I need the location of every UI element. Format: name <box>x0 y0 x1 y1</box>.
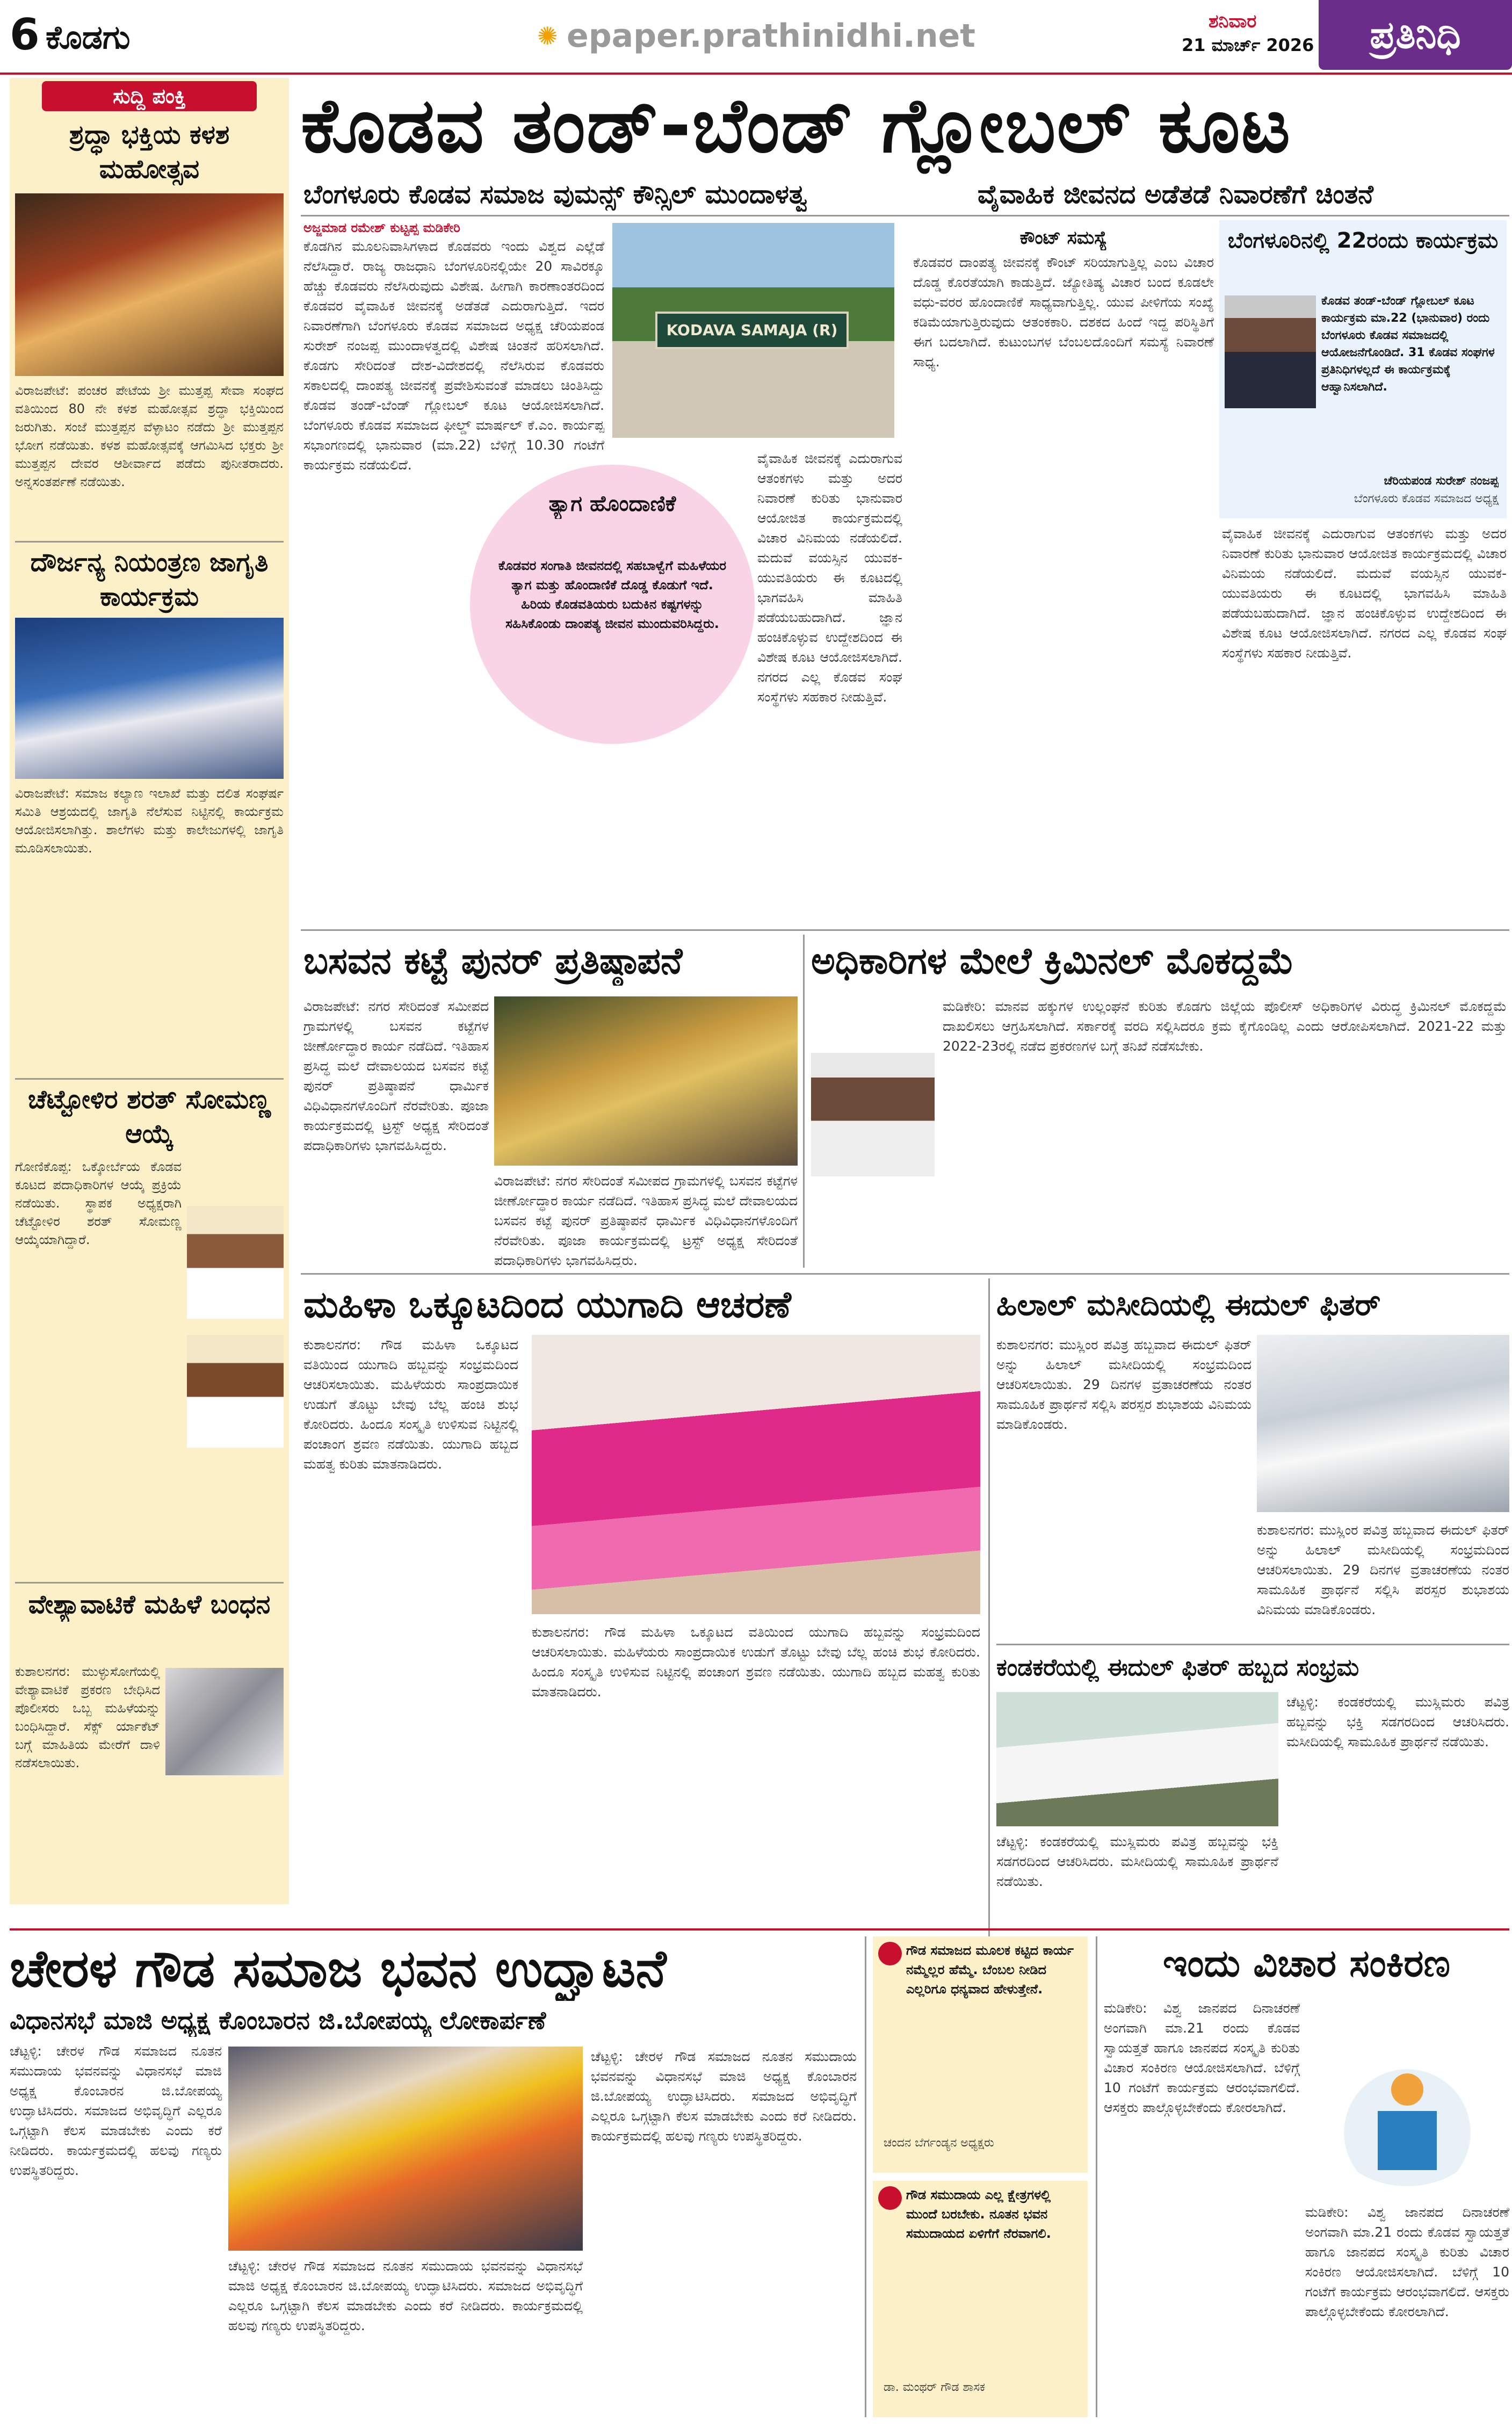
temple-festival-photo <box>15 193 284 376</box>
seminar-illustration <box>1305 2041 1509 2197</box>
quote-box-2 <box>873 2181 1088 2417</box>
section-name: ಕೊಡಗು <box>46 19 131 56</box>
criminal-text: ಮಡಿಕೇರಿ: ಮಾನವ ಹಕ್ಕುಗಳ ಉಲ್ಲಂಘನೆ ಕುರಿತು ಕೊಡಗು ಜಿಲ್ಲೆಯ ಪೊಲೀಸ್ ಅಧಿಕಾರಿಗಳ ವಿರುದ್ಧ ಕ್ರಿಮಿನಲ್ ಮೊಕದ್ದಮೆ ದಾಖಲಿಸಲು ಆಗ್ರಹಿಸಲಾಗಿದೆ. ಸರ್ಕಾರಕ್ಕೆ ವರದಿ ಸಲ್ಲಿಸಿದರೂ ಕ್ರಮ ಕೈಗೊಂಡಿಲ್ಲ ಎಂದು ಆರೋಪಿಸಲಾಗಿದೆ. 2021-22 ಮತ್ತು 2022-23ರಲ್ಲಿ ನಡೆದ ಪ್ರಕರಣಗಳ ಬಗ್ಗೆ ತನಿಖೆ ನಡೆಸಬೇಕು. <box>943 999 1507 1054</box>
page-number: 6 <box>10 11 40 59</box>
lead-col4-text: ವೈವಾಹಿಕ ಜೀವನಕ್ಕೆ ಎದುರಾಗುವ ಆತಂಕಗಳು ಮತ್ತು ಅದರ ನಿವಾರಣೆ ಕುರಿತು ಭಾನುವಾರ ಆಯೋಜಿತ ಕಾರ್ಯಕ್ರಮದಲ್ಲಿ ವಿಚಾರ ವಿನಿಮಯ ನಡೆಯಲಿದೆ. ಮದುವೆ ವಯಸ್ಸಿನ ಯುವಕ-ಯುವತಿಯರು ಈ ಕೂಟದಲ್ಲಿ ಭಾಗವಹಿಸಿ ಮಾಹಿತಿ ಪಡೆಯಬಹುದಾಗಿದೆ. ಜ್ಞಾನ ಹಂಚಿಕೊಳ್ಳುವ ಉದ್ದೇಶದಿಂದ ಈ ವಿಶೇಷ ಕೂಟ ಆಯೋಜಿಸಲಾಗಿದೆ. ನಗರದ ಎಲ್ಲ ಕೊಡವ ಸಂಘ ಸಂಸ್ಥೆಗಳು ಸಹಕಾರ ನೀಡುತ್ತಿವೆ. <box>1222 526 1507 661</box>
basavana-headline: ಬಸವನ ಕಟ್ಟೆ ಪುನರ್ ಪ್ರತಿಷ್ಠಾಪನೆ <box>303 940 683 982</box>
section-rule <box>996 1644 1509 1645</box>
divider <box>15 1582 284 1584</box>
byline: ಅಜ್ಜಮಾಡ ರಮೇಶ್ ಕುಟ್ಟಪ್ಪ ಮಡಿಕೇರಿ <box>303 220 460 235</box>
logo-text: ಪ್ರತಿನಿಧಿ <box>1370 13 1461 57</box>
kandakare-crowd-photo <box>996 1692 1278 1826</box>
kandakare-text: ಚೆಟ್ಟಳ್ಳಿ: ಕಂಡಕರೆಯಲ್ಲಿ ಮುಸ್ಲಿಮರು ಪವಿತ್ರ ಹಬ್ಬವನ್ನು ಭಕ್ತಿ ಸಡಗರದಿಂದ ಆಚರಿಸಿದರು. ಮಸೀದಿಯಲ್ಲಿ ಸಾಮೂಹಿಕ ಪ್ರಾರ್ಥನೆ ನಡೆಯಿತು. <box>996 1834 1278 1889</box>
event-box-credit: ಚೆರಿಯಪಂಡ ಸುರೇಶ್ ನಂಜಪ್ಪ <box>1384 474 1499 488</box>
basavana-text: ವಿರಾಜಪೇಟೆ: ನಗರ ಸೇರಿದಂತೆ ಸಮೀಪದ ಗ್ರಾಮಗಳಲ್ಲಿ ಬಸವನ ಕಟ್ಟೆಗಳ ಜೀರ್ಣೋದ್ಧಾರ ಕಾರ್ಯ ನಡೆದಿದೆ. ಇತಿಹಾಸ ಪ್ರಸಿದ್ಧ ಮಲೆ ದೇವಾಲಯದ ಬಸವನ ಕಟ್ಟೆ ಪುನರ್ ಪ್ರತಿಷ್ಠಾಪನೆ ಧಾರ್ಮಿಕ ವಿಧಿವಿಧಾನಗಳೊಂದಿಗೆ ನೆರವೇರಿತು. ಪೂಜಾ ಕಾರ್ಯಕ್ರಮದಲ್ಲಿ ಟ್ರಸ್ಟ್ ಅಧ್ಯಕ್ಷ ಸೇರಿದಂತೆ ಪದಾಧಿಕಾರಿಗಳು ಭಾಗವಹಿಸಿದ್ದರು. <box>303 999 489 1153</box>
sidebar-story4-text: ಕುಶಾಲನಗರ: ಮುಳ್ಳುಸೋಗೆಯಲ್ಲಿ ವೇಶ್ಯಾವಾಟಿಕೆ ಪ್ರಕರಣ ಬೇಧಿಸಿದ ಪೊಲೀಸರು ಒಬ್ಬ ಮಹಿಳೆಯನ್ನು ಬಂಧಿಸಿದ್ದಾರೆ. ಸೆಕ್ಸ್ ರ್ಯಾಕೆಟ್ ಬಗ್ಗೆ ಮಾಹಿತಿಯ ಮೇರೆಗೆ ದಾಳಿ ನಡೆಸಲಾಯಿತು. <box>15 1664 160 1770</box>
quote1-text: ಗೌಡ ಸಮಾಜದ ಮೂಲಕ ಕಟ್ಟಿದ ಕಾರ್ಯ ನಮ್ಮೆಲ್ಲರ ಹೆಮ್ಮೆ. ಬೆಂಬಲ ನೀಡಿದ ಎಲ್ಲರಿಗೂ ಧನ್ಯವಾದ ಹೇಳುತ್ತೇನೆ. <box>906 1943 1074 1997</box>
cherala-text-cont: ಚೆಟ್ಟಳ್ಳಿ: ಚೇರಳ ಗೌಡ ಸಮಾಜದ ನೂತನ ಸಮುದಾಯ ಭವನವನ್ನು ವಿಧಾನಸಭೆ ಮಾಜಿ ಅಧ್ಯಕ್ಷ ಕೊಂಬಾರನ ಜಿ.ಬೋಪಯ್ಯ ಉದ್ಘಾಟಿಸಿದರು. ಸಮಾಜದ ಅಭಿವೃದ್ಧಿಗೆ ಎಲ್ಲರೂ ಒಗ್ಗಟ್ಟಾಗಿ ಕೆಲಸ ಮಾಡಬೇಕು ಎಂದು ಕರೆ ನೀಡಿದರು. ಕಾರ್ಯಕ್ರಮದಲ್ಲಿ ಹಲವು ಗಣ್ಯರು ಉಪಸ್ಥಿತರಿದ್ದರು. <box>228 2258 583 2333</box>
callout-text: ಕೊಡವರ ಸಂಗಾತಿ ಜೀವನದಲ್ಲಿ ಸಹಬಾಳ್ವೆಗೆ ಮಹಿಳೆಯರ ತ್ಯಾಗ ಮತ್ತು ಹೊಂದಾಣಿಕೆ ದೊಡ್ಡ ಕೊಡುಗೆ ಇದೆ. ಹಿರಿಯ ಕೊಡವತಿಯರು ಬದುಕಿನ ಕಷ್ಟಗಳನ್ನು ಸಹಿಸಿಕೊಂಡು ದಾಂಪತ್ಯ ಜೀವನ ಮುಂದುವರಿಸಿದ್ದರು. <box>498 558 727 631</box>
portrait-photo <box>187 1335 284 1448</box>
kodava-samaja-gate-photo <box>612 223 894 438</box>
site-url: epaper.prathinidhi.net <box>567 17 975 55</box>
seminar-text: ಮಡಿಕೇರಿ: ವಿಶ್ವ ಜಾನಪದ ದಿನಾಚರಣೆ ಅಂಗವಾಗಿ ಮಾ.21 ರಂದು ಕೊಡವ ಸ್ವಾಯತ್ತತೆ ಹಾಗೂ ಜಾನಪದ ಸಂಸ್ಕೃತಿ ಕುರಿತು ವಿಚಾರ ಸಂಕಿರಣ ಆಯೋಜಿಸಲಾಗಿದೆ. ಬೆಳಿಗ್ಗೆ 10 ಗಂಟೆಗೆ ಕಾರ್ಯಕ್ರಮ ಆರಂಭವಾಗಲಿದೆ. ಆಸಕ್ತರು ಪಾಲ್ಗೊಳ್ಳಬೇಕೆಂದು ಕೋರಲಾಗಿದೆ. <box>1104 2000 1300 2115</box>
sidebar-story3-text: ಗೋಣಿಕೊಪ್ಪ: ಒಕ್ಕೋರ್ಬೆಯ ಕೊಡವ ಕೂಟದ ಪದಾಧಿಕಾರಿಗಳ ಆಯ್ಕೆ ಪ್ರಕ್ರಿಯೆ ನಡೆಯಿತು. ಸ್ಥಾಪಕ ಅಧ್ಯಕ್ಷರಾಗಿ ಚೆಟ್ಟೋಳಿರ ಶರತ್ ಸೋಮಣ್ಣ ಆಯ್ಕೆಯಾಗಿದ್ದಾರೆ. <box>15 1159 182 1247</box>
date: 21 ಮಾರ್ಚ್ 2026 <box>1182 35 1314 55</box>
lead-subhead-left: ಬೆಂಗಳೂರು ಕೊಡವ ಸಮಾಜ ವುಮನ್ಸ್ ಕೌನ್ಸಿಲ್ ಮುಂದಾಳತ್ವ <box>303 179 807 209</box>
sidebar-story1-title: ಶ್ರದ್ಧಾ ಭಕ್ತಿಯ ಕಳಶ ಮಹೋತ್ಸವ <box>69 120 230 184</box>
sidebar <box>10 78 289 1904</box>
sun-icon: ✺ <box>537 23 558 49</box>
criminal-headline: ಅಧಿಕಾರಿಗಳ ಮೇಲೆ ಕ್ರಿಮಿನಲ್ ಮೊಕದ್ದಮೆ <box>811 940 1294 982</box>
gate-sign-text: KODAVA SAMAJA (R) <box>666 321 838 339</box>
ugadi-text: ಕುಶಾಲನಗರ: ಗೌಡ ಮಹಿಳಾ ಒಕ್ಕೂಟದ ವತಿಯಿಂದ ಯುಗಾದಿ ಹಬ್ಬವನ್ನು ಸಂಭ್ರಮದಿಂದ ಆಚರಿಸಲಾಯಿತು. ಮಹಿಳೆಯರು ಸಾಂಪ್ರದಾಯಿಕ ಉಡುಗೆ ತೊಟ್ಟು ಬೇವು ಬೆಲ್ಲ ಹಂಚಿ ಶುಭ ಕೋರಿದರು. ಹಿಂದೂ ಸಂಸ್ಕೃತಿ ಉಳಿಸುವ ನಿಟ್ಟಿನಲ್ಲಿ ಪಂಚಾಂಗ ಶ್ರವಣ ನಡೆಯಿತು. ಯುಗಾದಿ ಹಬ್ಬದ ಮಹತ್ವ ಕುರಿತು ಮಾತನಾಡಿದರು. <box>303 1337 518 1472</box>
sidebar-header: ಸುದ್ದಿ ಪಂಕ್ತಿ <box>42 81 257 111</box>
quote-mark-icon <box>878 2186 902 2210</box>
eid-headline: ಹಿಲಾಲ್ ಮಸೀದಿಯಲ್ಲಿ ಈದುಲ್ ಫಿತರ್ <box>996 1288 1381 1322</box>
basavana-text-cont: ವಿರಾಜಪೇಟೆ: ನಗರ ಸೇರಿದಂತೆ ಸಮೀಪದ ಗ್ರಾಮಗಳಲ್ಲಿ ಬಸವನ ಕಟ್ಟೆಗಳ ಜೀರ್ಣೋದ್ಧಾರ ಕಾರ್ಯ ನಡೆದಿದೆ. ಇತಿಹಾಸ ಪ್ರಸಿದ್ಧ ಮಲೆ ದೇವಾಲಯದ ಬಸವನ ಕಟ್ಟೆ ಪುನರ್ ಪ್ರತಿಷ್ಠಾಪನೆ ಧಾರ್ಮಿಕ ವಿಧಿವಿಧಾನಗಳೊಂದಿಗೆ ನೆರವೇರಿತು. ಪೂಜಾ ಕಾರ್ಯಕ್ರಮದಲ್ಲಿ ಟ್ರಸ್ಟ್ ಅಧ್ಯಕ್ಷ ಸೇರಿದಂತೆ ಪದಾಧಿಕಾರಿಗಳು ಭಾಗವಹಿಸಿದ್ದರು. <box>494 1173 798 1268</box>
ugadi-text-cont: ಕುಶಾಲನಗರ: ಗೌಡ ಮಹಿಳಾ ಒಕ್ಕೂಟದ ವತಿಯಿಂದ ಯುಗಾದಿ ಹಬ್ಬವನ್ನು ಸಂಭ್ರಮದಿಂದ ಆಚರಿಸಲಾಯಿತು. ಮಹಿಳೆಯರು ಸಾಂಪ್ರದಾಯಿಕ ಉಡುಗೆ ತೊಟ್ಟು ಬೇವು ಬೆಲ್ಲ ಹಂಚಿ ಶುಭ ಕೋರಿದರು. ಹಿಂದೂ ಸಂಸ್ಕೃತಿ ಉಳಿಸುವ ನಿಟ್ಟಿನಲ್ಲಿ ಪಂಚಾಂಗ ಶ್ರವಣ ನಡೆಯಿತು. ಯುಗಾದಿ ಹಬ್ಬದ ಮಹತ್ವ ಕುರಿತು ಮಾತನಾಡಿದರು. <box>532 1624 980 1700</box>
womens-group-photo <box>532 1335 980 1614</box>
count-problem-title: ಕೌಂಟ್ ಸಮಸ್ಯೆ <box>1019 227 1108 249</box>
cherala-headline: ಚೇರಳ ಗೌಡ ಸಮಾಜ ಭವನ ಉದ್ಘಾಟನೆ <box>10 1939 667 1999</box>
quote-mark-icon <box>878 1942 902 1965</box>
kandakare-eid-headline: ಕಂಡಕರೆಯಲ್ಲಿ ಈದುಲ್ ಫಿತರ್ ಹಬ್ಬದ ಸಂಭ್ರಮ <box>996 1654 1359 1681</box>
cherala-text-col3: ಚೆಟ್ಟಳ್ಳಿ: ಚೇರಳ ಗೌಡ ಸಮಾಜದ ನೂತನ ಸಮುದಾಯ ಭವನವನ್ನು ವಿಧಾನಸಭೆ ಮಾಜಿ ಅಧ್ಯಕ್ಷ ಕೊಂಬಾರನ ಜಿ.ಬೋಪಯ್ಯ ಉದ್ಘಾಟಿಸಿದರು. ಸಮಾಜದ ಅಭಿವೃದ್ಧಿಗೆ ಎಲ್ಲರೂ ಒಗ್ಗಟ್ಟಾಗಿ ಕೆಲಸ ಮಾಡಬೇಕು ಎಂದು ಕರೆ ನೀಡಿದರು. ಕಾರ್ಯಕ್ರಮದಲ್ಲಿ ಹಲವು ಗಣ್ಯರು ಉಪಸ್ಥಿತರಿದ್ದರು. <box>591 2049 857 2144</box>
quote1-credit: ಚಂದನ ಬೆರ್ಗಂಡ್ಯನ ಅಧ್ಯಕ್ಷರು <box>884 2136 994 2150</box>
eid-text: ಕುಶಾಲನಗರ: ಮುಸ್ಲಿಂರ ಪವಿತ್ರ ಹಬ್ಬವಾದ ಈದುಲ್ ಫಿತರ್ ಅನ್ನು ಹಿಲಾಲ್ ಮಸೀದಿಯಲ್ಲಿ ಸಂಭ್ರಮದಿಂದ ಆಚರಿಸಲಾಯಿತು. 29 ದಿನಗಳ ವ್ರತಾಚರಣೆಯ ನಂತರ ಸಾಮೂಹಿಕ ಪ್ರಾರ್ಥನೆ ಸಲ್ಲಿಸಿ ಪರಸ್ಪರ ಶುಭಾಶಯ ವಿನಿಮಯ ಮಾಡಿಕೊಂಡರು. <box>996 1337 1251 1432</box>
handcuffs-photo <box>165 1668 284 1775</box>
masthead-rule <box>0 73 1512 75</box>
divider <box>15 541 284 543</box>
kandakare-text-cont: ಚೆಟ್ಟಳ್ಳಿ: ಕಂಡಕರೆಯಲ್ಲಿ ಮುಸ್ಲಿಮರು ಪವಿತ್ರ ಹಬ್ಬವನ್ನು ಭಕ್ತಿ ಸಡಗರದಿಂದ ಆಚರಿಸಿದರು. ಮಸೀದಿಯಲ್ಲಿ ಸಾಮೂಹಿಕ ಪ್ರಾರ್ಥನೆ ನಡೆಯಿತು. <box>1286 1694 1509 1750</box>
event-box-credit-role: ಬೆಂಗಳೂರು ಕೊಡವ ಸಮಾಜದ ಅಧ್ಯಕ್ಷ <box>1354 492 1499 505</box>
quote2-credit: ಡಾ. ಮಂಥರ್ ಗೌಡ ಶಾಸಕ <box>884 2381 985 2394</box>
masthead <box>0 0 1512 73</box>
gate-sign <box>655 312 849 349</box>
lead-col2-text: ವೈವಾಹಿಕ ಜೀವನಕ್ಕೆ ಎದುರಾಗುವ ಆತಂಕಗಳು ಮತ್ತು ಅದರ ನಿವಾರಣೆ ಕುರಿತು ಭಾನುವಾರ ಆಯೋಜಿತ ಕಾರ್ಯಕ್ರಮದಲ್ಲಿ ವಿಚಾರ ವಿನಿಮಯ ನಡೆಯಲಿದೆ. ಮದುವೆ ವಯಸ್ಸಿನ ಯುವಕ-ಯುವತಿಯರು ಈ ಕೂಟದಲ್ಲಿ ಭಾಗವಹಿಸಿ ಮಾಹಿತಿ ಪಡೆಯಬಹುದಾಗಿದೆ. ಜ್ಞಾನ ಹಂಚಿಕೊಳ್ಳುವ ಉದ್ದೇಶದಿಂದ ಈ ವಿಶೇಷ ಕೂಟ ಆಯೋಜಿಸಲಾಗಿದೆ. ನಗರದ ಎಲ್ಲ ಕೊಡವ ಸಂಘ ಸಂಸ್ಥೆಗಳು ಸಹಕಾರ ನೀಡುತ್ತಿವೆ. <box>757 451 902 705</box>
cherala-text: ಚೆಟ್ಟಳ್ಳಿ: ಚೇರಳ ಗೌಡ ಸಮಾಜದ ನೂತನ ಸಮುದಾಯ ಭವನವನ್ನು ವಿಧಾನಸಭೆ ಮಾಜಿ ಅಧ್ಯಕ್ಷ ಕೊಂಬಾರನ ಜಿ.ಬೋಪಯ್ಯ ಉದ್ಘಾಟಿಸಿದರು. ಸಮಾಜದ ಅಭಿವೃದ್ಧಿಗೆ ಎಲ್ಲರೂ ಒಗ್ಗಟ್ಟಾಗಿ ಕೆಲಸ ಮಾಡಬೇಕು ಎಂದು ಕರೆ ನೀಡಿದರು. ಕಾರ್ಯಕ್ರಮದಲ್ಲಿ ಹಲವು ಗಣ್ಯರು ಉಪಸ್ಥಿತರಿದ್ದರು. <box>10 2043 222 2178</box>
podium-icon <box>1327 2052 1488 2186</box>
quote-box-1 <box>873 1936 1088 2173</box>
inauguration-photo <box>228 2047 583 2251</box>
suresh-nanjappa-photo <box>1225 295 1316 408</box>
sidebar-story2-text: ವಿರಾಜಪೇಟೆ: ಸಮಾಜ ಕಲ್ಯಾಣ ಇಲಾಖೆ ಮತ್ತು ದಲಿತ ಸಂಘರ್ಷ ಸಮಿತಿ ಆಶ್ರಯದಲ್ಲಿ ಜಾಗೃತಿ ನೆಲೆಸುವ ನಿಟ್ಟಿನಲ್ಲಿ ಕಾರ್ಯಕ್ರಮ ಆಯೋಜಿಸಲಾಗಿತ್ತು. ಶಾಲೆಗಳು ಮತ್ತು ಕಾಲೇಜುಗಳಲ್ಲಿ ಜಾಗೃತಿ ಮೂಡಿಸಲಾಯಿತು. <box>15 786 284 856</box>
lead-col1-text: ಕೊಡಗಿನ ಮೂಲನಿವಾಸಿಗಳಾದ ಕೊಡವರು ಇಂದು ವಿಶ್ವದ ಎಲ್ಲೆಡೆ ನೆಲೆಸಿದ್ದಾರೆ. ರಾಜ್ಯ ರಾಜಧಾನಿ ಬೆಂಗಳೂರಿನಲ್ಲಿಯೇ 20 ಸಾವಿರಕ್ಕೂ ಹೆಚ್ಚು ಕೊಡವರು ನೆಲೆಸಿರುವುದು ವಿಶೇಷ. ಹೀಗಾಗಿ ಕಾರಣಾಂತರದಿಂದ ಕೊಡವರ ವೈವಾಹಿಕ ಜೀವನಕ್ಕೆ ಅಡೆತಡೆ ಎದುರಾಗುತ್ತಿದೆ. ಇದರ ನಿವಾರಣೆಗಾಗಿ ಬೆಂಗಳೂರು ಕೊಡವ ಸಮಾಜದ ಅಧ್ಯಕ್ಷ ಚೆರಿಯಪಂಡ ಸುರೇಶ್ ನಂಜಪ್ಪ ಮುಂದಾಳತ್ವದಲ್ಲಿ ವಿಶೇಷ ಚಿಂತನೆ ಹರಿಸಲಾಗಿದೆ. ಕೊಡಗು ಸೇರಿದಂತೆ ದೇಶ-ವಿದೇಶದಲ್ಲಿ ನೆಲೆಸಿರುವ ಕೊಡವರು ಸಕಾಲದಲ್ಲಿ ದಾಂಪತ್ಯ ಜೀವನಕ್ಕೆ ಪ್ರವೇಶಿಸುವಂತೆ ಮಾಡಲು ಚಿಂತಿಸಿದ್ದು ಕೊಡವ ತಂಡ್-ಬೆಂಡ್ ಗ್ಲೋಬಲ್ ಕೂಟ ಆಯೋಜಿಸಲಾಗಿದೆ. ಬೆಂಗಳೂರು ಕೊಡವ ಸಮಾಜದ ಫೀಲ್ಡ್ ಮಾರ್ಷಲ್ ಕೆ.ಎಂ. ಕಾರ್ಯಪ್ಪ ಸಭಾಂಗಣದಲ್ಲಿ ಭಾನುವಾರ (ಮಾ.22) ಬೆಳಿಗ್ಗೆ 10.30 ಗಂಟೆಗೆ ಕಾರ್ಯಕ್ರಮ ನಡೆಯಲಿದೆ. <box>303 238 604 473</box>
date-day: ಶನಿವಾರ <box>1209 11 1257 32</box>
quote2-text: ಗೌಡ ಸಮುದಾಯ ಎಲ್ಲ ಕ್ಷೇತ್ರಗಳಲ್ಲಿ ಮುಂದೆ ಬರಬೇಕು. ನೂತನ ಭವನ ಸಮುದಾಯದ ಏಳಿಗೆಗೆ ನೆರವಾಗಲಿ. <box>906 2187 1051 2241</box>
lead-col3-text: ಕೊಡವರ ದಾಂಪತ್ಯ ಜೀವನಕ್ಕೆ ಕೌಂಟ್ ಸರಿಯಾಗುತ್ತಿಲ್ಲ ಎಂಬ ವಿಚಾರ ದೊಡ್ಡ ಕೊರತೆಯಾಗಿ ಕಾಡುತ್ತಿದೆ. ಜ್ಯೋತಿಷ್ಯ ವಿಚಾರ ಬಂದ ಕೂಡಲೇ ವಧು-ವರರ ಹೊಂದಾಣಿಕೆ ಸಾಧ್ಯವಾಗುತ್ತಿಲ್ಲ. ಯುವ ಪೀಳಿಗೆಯ ಸಂಖ್ಯೆ ಕಡಿಮೆಯಾಗುತ್ತಿರುವುದು ಆತಂಕಕಾರಿ. ದಶಕದ ಹಿಂದೆ ಇದ್ದ ಪರಿಸ್ಥಿತಿಗೆ ಈಗ ಬದಲಾಗಿದೆ. ಕುಟುಂಬಗಳ ಬೆಂಬಲದೊಂದಿಗೆ ಸಮಸ್ಯೆ ನಿವಾರಣೆ ಸಾಧ್ಯ. <box>913 255 1214 370</box>
column-rule <box>988 1278 990 1971</box>
sidebar-story3-title: ಚೆಟ್ಟೋಳಿರ ಶರತ್ ಸೋಮಣ್ಣ ಆಯ್ಕೆ <box>28 1085 271 1149</box>
section-rule <box>301 929 1509 931</box>
subhead-rule <box>301 215 1509 216</box>
seminar-headline: ಇಂದು ವಿಚಾರ ಸಂಕಿರಣ <box>1162 1941 1451 1985</box>
column-rule <box>1096 1936 1097 2417</box>
callout-title: ತ್ಯಾಗ ಹೊಂದಾಣಿಕೆ <box>548 491 676 516</box>
sidebar-story4-title: ವೇಶ್ಯಾವಾಟಿಕೆ ಮಹಿಳೆ ಬಂಧನ <box>28 1589 271 1620</box>
divider <box>15 1078 284 1080</box>
event-box-title: ಬೆಂಗಳೂರಿನಲ್ಲಿ 22ರಂದು ಕಾರ್ಯಕ್ರಮ <box>1227 228 1499 253</box>
eid-text-cont: ಕುಶಾಲನಗರ: ಮುಸ್ಲಿಂರ ಪವಿತ್ರ ಹಬ್ಬವಾದ ಈದುಲ್ ಫಿತರ್ ಅನ್ನು ಹಿಲಾಲ್ ಮಸೀದಿಯಲ್ಲಿ ಸಂಭ್ರಮದಿಂದ ಆಚರಿಸಲಾಯಿತು. 29 ದಿನಗಳ ವ್ರತಾಚರಣೆಯ ನಂತರ ಸಾಮೂಹಿಕ ಪ್ರಾರ್ಥನೆ ಸಲ್ಲಿಸಿ ಪರಸ್ಪರ ಶುಭಾಶಯ ವಿನಿಮಯ ಮಾಡಿಕೊಂಡರು. <box>1257 1522 1509 1617</box>
portrait-photo <box>187 1206 284 1319</box>
awareness-program-photo <box>15 618 284 779</box>
puja-ceremony-photo <box>494 996 798 1166</box>
lead-headline: ಕೊಡವ ತಂಡ್-ಬೆಂಡ್ ಗ್ಲೋಬಲ್ ಕೂಟ <box>301 82 1292 170</box>
bottom-section-rule <box>10 1928 1509 1931</box>
eid-prayer-photo <box>1257 1335 1509 1512</box>
speaker-shape <box>1391 2073 1423 2106</box>
column-rule <box>865 1936 866 2417</box>
sidebar-story2-title: ದೌರ್ಜನ್ಯ ನಿಯಂತ್ರಣ ಜಾಗೃತಿ ಕಾರ್ಯಕ್ರಮ <box>30 547 269 612</box>
event-box-text: ಕೊಡವ ತಂಡ್-ಬೆಂಡ್ ಗ್ಲೋಬಲ್ ಕೂಟ ಕಾರ್ಯಕ್ರಮ ಮಾ.22 (ಭಾನುವಾರ) ರಂದು ಬೆಂಗಳೂರು ಕೊಡವ ಸಮಾಜದಲ್ಲಿ ಆಯೋಜನೆಗೊಂಡಿದೆ. 31 ಕೊಡವ ಸಂಘಗಳ ಪ್ರತಿನಿಧಿಗಳಲ್ಲದೆ ಈ ಕಾರ್ಯಕ್ರಮಕ್ಕೆ ಆಹ್ವಾನಿಸಲಾಗಿದೆ. <box>1321 294 1495 394</box>
cherala-subhead: ವಿಧಾನಸಭೆ ಮಾಜಿ ಅಧ್ಯಕ್ಷ ಕೊಂಬಾರನ ಜಿ.ಬೋಪಯ್ಯ ಲೋಕಾರ್ಪಣೆ <box>10 2006 546 2035</box>
event-box <box>1219 220 1507 518</box>
podium-shape <box>1378 2111 1437 2170</box>
column-rule <box>803 935 805 1268</box>
tyaga-callout <box>470 465 755 744</box>
section-rule <box>301 1273 1509 1275</box>
ugadi-headline: ಮಹಿಳಾ ಒಕ್ಕೂಟದಿಂದ ಯುಗಾದಿ ಆಚರಣೆ <box>303 1284 791 1326</box>
logo <box>1319 0 1512 70</box>
seminar-text-cont: ಮಡಿಕೇರಿ: ವಿಶ್ವ ಜಾನಪದ ದಿನಾಚರಣೆ ಅಂಗವಾಗಿ ಮಾ.21 ರಂದು ಕೊಡವ ಸ್ವಾಯತ್ತತೆ ಹಾಗೂ ಜಾನಪದ ಸಂಸ್ಕೃತಿ ಕುರಿತು ವಿಚಾರ ಸಂಕಿರಣ ಆಯೋಜಿಸಲಾಗಿದೆ. ಬೆಳಿಗ್ಗೆ 10 ಗಂಟೆಗೆ ಕಾರ್ಯಕ್ರಮ ಆರಂಭವಾಗಲಿದೆ. ಆಸಕ್ತರು ಪಾಲ್ಗೊಳ್ಳಬೇಕೆಂದು ಕೋರಲಾಗಿದೆ. <box>1305 2204 1509 2319</box>
sidebar-story1-text: ವಿರಾಜಪೇಟೆ: ಪಂಚರ ಪೇಟೆಯ ಶ್ರೀ ಮುತ್ತಪ್ಪ ಸೇವಾ ಸಂಘದ ವತಿಯಿಂದ 80 ನೇ ಕಳಶ ಮಹೋತ್ಸವ ಶ್ರದ್ಧಾ ಭಕ್ತಿಯಿಂದ ಜರುಗಿತು. ಸಂಜೆ ಮುತ್ತಪ್ಪನ ವೆಳ್ಳಾಟಂ ನಡೆದು ಶ್ರೀ ಮುತ್ತಪ್ಪನ ಭೋಗ ನಡೆಯಿತು. ಕಳಶ ಮಹೋತ್ಸವಕ್ಕೆ ಆಗಮಿಸಿದ ಭಕ್ತರು ಶ್ರೀ ಮುತ್ತಪ್ಪನ ದೇವರ ಆಶೀರ್ವಾದ ಪಡೆದು ಪುನೀತರಾದರು. ಅನ್ನಸಂತರ್ಪಣೆ ನಡೆಯಿತು. <box>15 383 284 489</box>
lead-subhead-right: ವೈವಾಹಿಕ ಜೀವನದ ಅಡೆತಡೆ ನಿವಾರಣೆಗೆ ಚಿಂತನೆ <box>978 179 1373 209</box>
